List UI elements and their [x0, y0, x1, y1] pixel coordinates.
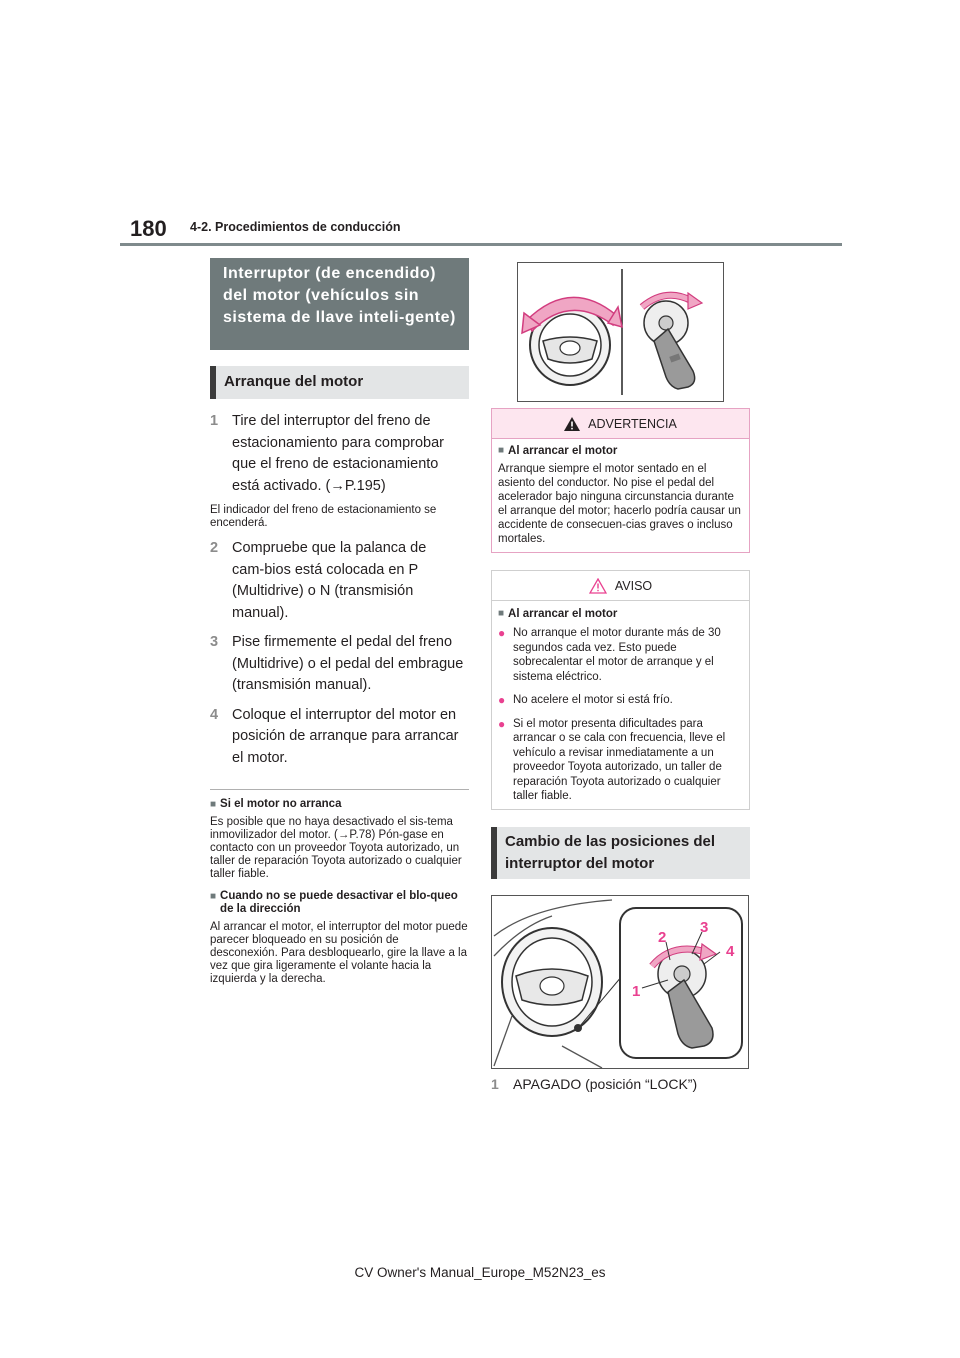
caution-header: [492, 571, 749, 601]
step-text: Tire del interruptor del freno de estacionamiento para comprobar que el freno de estacionamiento está activado. (→P.195): [232, 413, 444, 494]
divider: [210, 789, 469, 790]
step-text: Coloque el interruptor del motor en posición de arranque para arrancar el motor.: [232, 706, 459, 766]
caution-box: [491, 570, 750, 810]
square-bullet-icon: ■: [498, 445, 505, 456]
note-text: Al arrancar el motor, el interruptor del motor puede parecer bloqueado en su posición de desconexión. Para desbloquearlo, gire la llave a la vez que gira ligeramente el volante hacia la izquierda y la derecha.: [210, 921, 468, 985]
caution-label: AVISO: [614, 578, 653, 593]
figure-switch-positions: [491, 895, 749, 1069]
note-title: ■ Cuando no se puede desactivar el blo-queo de la dirección: [210, 890, 458, 915]
step-item: 1 Tire del interruptor del freno de estacionamiento para comprobar que el freno de estacionamiento está activado. (→P.195): [210, 411, 450, 497]
caution-bullet: ● Si el motor presenta dificultades para arrancar o se cala con frecuencia, lleve el vehículo a revisar inmediatamente a un proveedor Toyota autorizado, un taller de reparación Toyota autorizado o cualquier taller fiable.: [498, 716, 726, 802]
step-text: Compruebe que la palanca de cam-bios está colocada en P (Multidrive) o N (transmisión manual).: [232, 540, 427, 621]
sub-heading-start-engine: Arranque del motor: [210, 366, 469, 399]
bullet-dot-icon: ●: [498, 716, 506, 731]
step-note: El indicador del freno de estacionamiento se encenderá.: [210, 504, 437, 529]
key-positions-illustration: [492, 896, 748, 1068]
warning-body: [492, 439, 749, 552]
warning-label: ADVERTENCIA: [588, 416, 677, 431]
note-block: [210, 890, 469, 986]
square-bullet-icon: ■: [210, 891, 217, 902]
warning-box: [491, 408, 750, 553]
figure-start-engine: [517, 262, 724, 402]
note-text: Es posible que no haya desactivado el sis-tema inmovilizador del motor. (→P.78) Pón-gase en contacto con un proveedor Toyota autorizado, un taller de reparación Toyota autorizado o cualquier taller fiable.: [210, 816, 462, 880]
sub-heading-switch-positions: Cambio de las posiciones del interruptor del motor: [491, 827, 750, 879]
header-rule: [120, 243, 842, 246]
position-label-1: 1: [632, 982, 641, 1000]
caution-bullet: ● No acelere el motor si está frío.: [498, 693, 673, 707]
square-bullet-icon: ■: [210, 799, 217, 810]
footer-text: CV Owner's Manual_Europe_M52N23_es: [354, 1265, 606, 1280]
step-text: Pise firmemente el pedal del freno (Multidrive) o el pedal del embrague (transmisión manual).: [232, 634, 464, 693]
step-item: 3 Pise firmemente el pedal del freno (Multidrive) o el pedal del embrague (transmisión manual).: [210, 632, 464, 697]
position-label-4: 4: [726, 942, 735, 960]
section-title: 4-2. Procedimientos de conducción: [190, 220, 401, 234]
bullet-dot-icon: ●: [498, 693, 506, 707]
note-block: [210, 798, 469, 881]
position-label-3: 3: [700, 918, 709, 936]
position-label-2: 2: [658, 928, 667, 946]
left-column: [210, 258, 469, 986]
step-item: 4 Coloque el interruptor del motor en posición de arranque para arrancar el motor.: [210, 705, 464, 770]
caution-title: ■ Al arrancar el motor: [498, 608, 618, 620]
caution-body: [492, 601, 749, 809]
warning-title: ■ Al arrancar el motor: [498, 445, 618, 457]
page-number: 180: [130, 216, 167, 241]
right-column: [491, 258, 750, 1095]
warning-text: Arranque siempre el motor sentado en el asiento del conductor. No pise el pedal del acelerador bajo ninguna circunstancia durante el arranque del motor; hacerlo podría causar un accidente de consecuen-cias graves o incluso mortales.: [498, 463, 741, 545]
steps-list: [210, 411, 469, 769]
steering-key-illustration: [518, 263, 723, 401]
main-heading: Interruptor (de encendido) del motor (vehículos sin sistema de llave inteli-gente): [210, 258, 469, 350]
caution-triangle-icon: [589, 578, 607, 594]
step-item: 2 Compruebe que la palanca de cam-bios está colocada en P (Multidrive) o N (transmisión manual).: [210, 538, 462, 624]
position-item: 1 APAGADO (posición “LOCK”): [491, 1074, 750, 1096]
warning-header: [492, 409, 749, 439]
note-title: ■ Si el motor no arranca: [210, 798, 342, 810]
position-text: APAGADO (posición “LOCK”): [513, 1075, 698, 1092]
square-bullet-icon: ■: [498, 608, 505, 619]
bullet-dot-icon: ●: [498, 626, 506, 640]
warning-triangle-icon: [564, 417, 580, 431]
caution-bullet: ● No arranque el motor durante más de 30 segundos cada vez. Esto puede sobrecalentar el motor de arranque y el sistema eléctrico.: [498, 626, 721, 683]
